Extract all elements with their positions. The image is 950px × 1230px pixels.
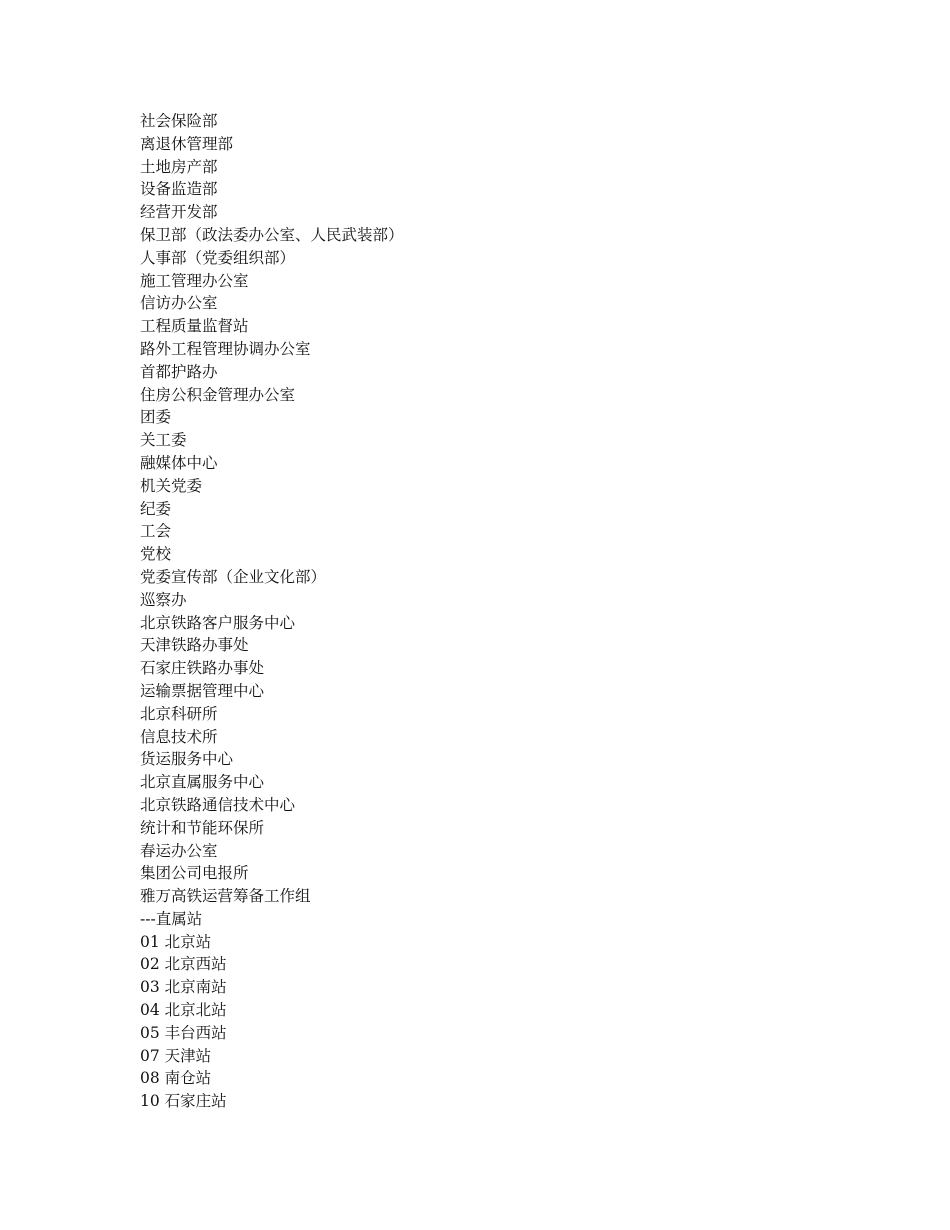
list-item: 党委宣传部（企业文化部） xyxy=(140,567,327,586)
list-item: 08 南仓站 xyxy=(140,1069,212,1088)
list-item: 04 北京北站 xyxy=(140,1001,227,1020)
list-item: 03 北京南站 xyxy=(140,978,227,997)
list-item: 雅万高铁运营筹备工作组 xyxy=(140,887,311,906)
list-item: 信访办公室 xyxy=(140,294,218,313)
list-item: 施工管理办公室 xyxy=(140,271,249,290)
list-item: 住房公积金管理办公室 xyxy=(140,385,296,404)
list-item: 党校 xyxy=(140,545,172,564)
list-item: ---直属站 xyxy=(140,909,203,928)
list-item: 北京直属服务中心 xyxy=(140,773,265,792)
list-item: 巡察办 xyxy=(140,590,187,609)
list-item: 北京科研所 xyxy=(140,704,218,723)
list-item: 10 石家庄站 xyxy=(140,1092,227,1111)
list-item: 经营开发部 xyxy=(140,203,218,222)
list-item: 设备监造部 xyxy=(140,180,218,199)
list-item: 路外工程管理协调办公室 xyxy=(140,339,311,358)
list-item: 机关党委 xyxy=(140,476,203,495)
list-item: 工程质量监督站 xyxy=(140,317,249,336)
list-item: 01 北京站 xyxy=(140,932,212,951)
list-item: 07 天津站 xyxy=(140,1046,212,1065)
list-item: 人事部（党委组织部） xyxy=(140,248,296,267)
list-item: 石家庄铁路办事处 xyxy=(140,659,265,678)
list-item: 信息技术所 xyxy=(140,727,218,746)
list-item: 05 丰台西站 xyxy=(140,1023,227,1042)
list-item: 货运服务中心 xyxy=(140,750,234,769)
list-item: 02 北京西站 xyxy=(140,955,227,974)
list-item: 集团公司电报所 xyxy=(140,864,249,883)
list-item: 纪委 xyxy=(140,499,172,518)
list-item: 工会 xyxy=(140,522,172,541)
list-item: 天津铁路办事处 xyxy=(140,636,249,655)
list-item: 北京铁路客户服务中心 xyxy=(140,613,296,632)
list-item: 首都护路办 xyxy=(140,362,218,381)
list-item: 团委 xyxy=(140,408,172,427)
list-item: 关工委 xyxy=(140,431,187,450)
list-item: 春运办公室 xyxy=(140,841,218,860)
list-item: 土地房产部 xyxy=(140,157,218,176)
list-item: 保卫部（政法委办公室、人民武装部） xyxy=(140,225,404,244)
list-item: 融媒体中心 xyxy=(140,453,218,472)
list-item: 统计和节能环保所 xyxy=(140,818,265,837)
list-item: 运输票据管理中心 xyxy=(140,681,265,700)
organization-list xyxy=(140,110,404,1113)
list-item: 北京铁路通信技术中心 xyxy=(140,795,296,814)
list-item: 社会保险部 xyxy=(140,112,218,130)
list-item: 离退休管理部 xyxy=(140,134,234,153)
